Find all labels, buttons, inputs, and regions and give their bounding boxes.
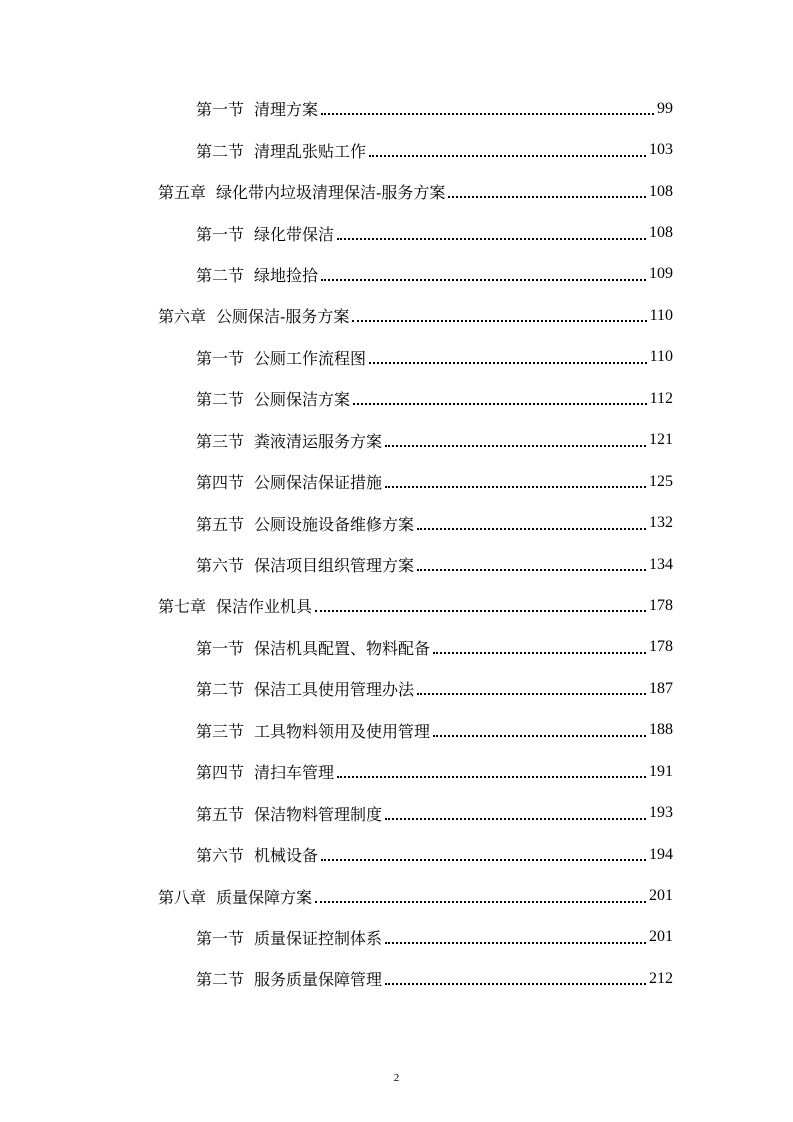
dot-leader bbox=[321, 112, 654, 115]
toc-entry-page: 99 bbox=[657, 99, 673, 117]
dot-leader bbox=[385, 444, 646, 447]
toc-entry-page: 110 bbox=[649, 306, 673, 324]
toc-entry-title: 保洁工具使用管理办法 bbox=[254, 680, 415, 700]
toc-entry-page: 178 bbox=[649, 596, 673, 614]
dot-leader bbox=[433, 651, 646, 654]
toc-entry-title: 公厕保洁方案 bbox=[254, 390, 351, 410]
toc-entry-title: 绿化带保洁 bbox=[254, 224, 335, 244]
toc-entry-page: 193 bbox=[649, 804, 673, 822]
toc-entry[interactable] bbox=[0, 627, 793, 668]
toc-entry-number: 第一节 bbox=[196, 638, 245, 658]
toc-entry[interactable] bbox=[0, 544, 793, 585]
dot-leader bbox=[352, 319, 646, 322]
toc-entry[interactable] bbox=[0, 254, 793, 295]
table-of-contents bbox=[0, 88, 793, 1000]
dot-leader bbox=[433, 734, 646, 737]
toc-entry[interactable] bbox=[0, 792, 793, 833]
toc-entry-number: 第二节 bbox=[196, 141, 245, 161]
toc-entry-title: 绿地捡拾 bbox=[254, 265, 319, 285]
toc-entry[interactable] bbox=[0, 917, 793, 958]
toc-entry-page: 108 bbox=[649, 224, 673, 242]
dot-leader bbox=[315, 900, 646, 903]
toc-entry[interactable] bbox=[0, 834, 793, 875]
toc-entry-number: 第一节 bbox=[196, 100, 245, 120]
dot-leader bbox=[369, 361, 647, 364]
toc-entry-number: 第八章 bbox=[158, 887, 207, 907]
dot-leader bbox=[385, 982, 646, 985]
toc-entry-title: 保洁项目组织管理方案 bbox=[254, 556, 415, 576]
toc-entry[interactable] bbox=[0, 420, 793, 461]
dot-leader bbox=[385, 941, 646, 944]
toc-entry-page: 187 bbox=[649, 679, 673, 697]
toc-entry[interactable] bbox=[0, 668, 793, 709]
dot-leader bbox=[417, 692, 646, 695]
toc-entry-number: 第四节 bbox=[196, 763, 245, 783]
toc-entry-number: 第一节 bbox=[196, 348, 245, 368]
toc-entry-page: 109 bbox=[649, 265, 673, 283]
toc-entry-title: 机械设备 bbox=[254, 846, 319, 866]
toc-entry-title: 工具物料领用及使用管理 bbox=[254, 721, 431, 741]
toc-entry-page: 178 bbox=[649, 638, 673, 656]
toc-entry-number: 第六节 bbox=[196, 846, 245, 866]
toc-entry-title: 服务质量保障管理 bbox=[254, 970, 383, 990]
toc-entry[interactable] bbox=[0, 337, 793, 378]
toc-entry-page: 132 bbox=[649, 514, 673, 532]
dot-leader bbox=[337, 237, 646, 240]
toc-entry-number: 第二节 bbox=[196, 390, 245, 410]
toc-entry[interactable] bbox=[0, 710, 793, 751]
toc-entry-page: 191 bbox=[649, 762, 673, 780]
toc-entry[interactable] bbox=[0, 295, 793, 336]
toc-entry-number: 第三节 bbox=[196, 431, 245, 451]
toc-entry-number: 第二节 bbox=[196, 265, 245, 285]
toc-entry-number: 第五章 bbox=[158, 183, 207, 203]
dot-leader bbox=[315, 609, 646, 612]
dot-leader bbox=[337, 775, 646, 778]
toc-entry-number: 第一节 bbox=[196, 928, 245, 948]
toc-entry-page: 212 bbox=[649, 969, 673, 987]
toc-entry-number: 第一节 bbox=[196, 224, 245, 244]
toc-entry-title: 清理方案 bbox=[254, 100, 319, 120]
toc-entry-page: 194 bbox=[649, 845, 673, 863]
toc-entry[interactable] bbox=[0, 958, 793, 999]
toc-entry-title: 质量保障方案 bbox=[216, 887, 313, 907]
dot-leader bbox=[417, 568, 646, 571]
dot-leader bbox=[417, 527, 646, 530]
toc-entry-number: 第二节 bbox=[196, 970, 245, 990]
toc-entry[interactable] bbox=[0, 212, 793, 253]
toc-entry-title: 公厕工作流程图 bbox=[254, 348, 367, 368]
toc-entry-page: 125 bbox=[649, 472, 673, 490]
toc-entry-page: 121 bbox=[649, 431, 673, 449]
toc-entry[interactable] bbox=[0, 461, 793, 502]
toc-entry-number: 第六节 bbox=[196, 556, 245, 576]
toc-entry-number: 第三节 bbox=[196, 721, 245, 741]
toc-entry-number: 第五节 bbox=[196, 804, 245, 824]
toc-entry[interactable] bbox=[0, 129, 793, 170]
toc-entry[interactable] bbox=[0, 171, 793, 212]
toc-entry-page: 112 bbox=[649, 389, 673, 407]
dot-leader bbox=[385, 817, 646, 820]
toc-entry[interactable] bbox=[0, 875, 793, 916]
toc-entry-title: 保洁物料管理制度 bbox=[254, 804, 383, 824]
toc-entry-title: 绿化带内垃圾清理保洁-服务方案 bbox=[216, 183, 446, 203]
toc-entry-page: 188 bbox=[649, 721, 673, 739]
toc-entry-title: 粪液清运服务方案 bbox=[254, 431, 383, 451]
toc-entry-title: 公厕保洁保证措施 bbox=[254, 473, 383, 493]
toc-entry[interactable] bbox=[0, 378, 793, 419]
toc-entry-title: 质量保证控制体系 bbox=[254, 928, 383, 948]
toc-entry-title: 公厕保洁-服务方案 bbox=[216, 307, 350, 327]
dot-leader bbox=[385, 485, 646, 488]
toc-entry[interactable] bbox=[0, 88, 793, 129]
dot-leader bbox=[321, 278, 646, 281]
toc-entry-number: 第七章 bbox=[158, 597, 207, 617]
toc-entry-number: 第五节 bbox=[196, 514, 245, 534]
footer-page-number: 2 bbox=[393, 1072, 400, 1084]
dot-leader bbox=[448, 195, 646, 198]
toc-entry-page: 201 bbox=[649, 928, 673, 946]
toc-entry-title: 保洁机具配置、物料配备 bbox=[254, 638, 431, 658]
toc-entry-number: 第六章 bbox=[158, 307, 207, 327]
toc-entry-title: 保洁作业机具 bbox=[216, 597, 313, 617]
toc-entry-number: 第二节 bbox=[196, 680, 245, 700]
dot-leader bbox=[369, 154, 646, 157]
toc-entry-page: 201 bbox=[649, 887, 673, 905]
dot-leader bbox=[321, 858, 646, 861]
toc-entry-title: 清理乱张贴工作 bbox=[254, 141, 367, 161]
toc-entry-page: 110 bbox=[649, 348, 673, 366]
toc-entry[interactable] bbox=[0, 502, 793, 543]
dot-leader bbox=[353, 402, 647, 405]
toc-entry[interactable] bbox=[0, 751, 793, 792]
toc-entry-title: 公厕设施设备维修方案 bbox=[254, 514, 415, 534]
toc-entry-page: 134 bbox=[649, 555, 673, 573]
toc-entry-title: 清扫车管理 bbox=[254, 763, 335, 783]
toc-entry-page: 108 bbox=[649, 182, 673, 200]
toc-entry[interactable] bbox=[0, 585, 793, 626]
toc-entry-number: 第四节 bbox=[196, 473, 245, 493]
toc-entry-page: 103 bbox=[649, 141, 673, 159]
